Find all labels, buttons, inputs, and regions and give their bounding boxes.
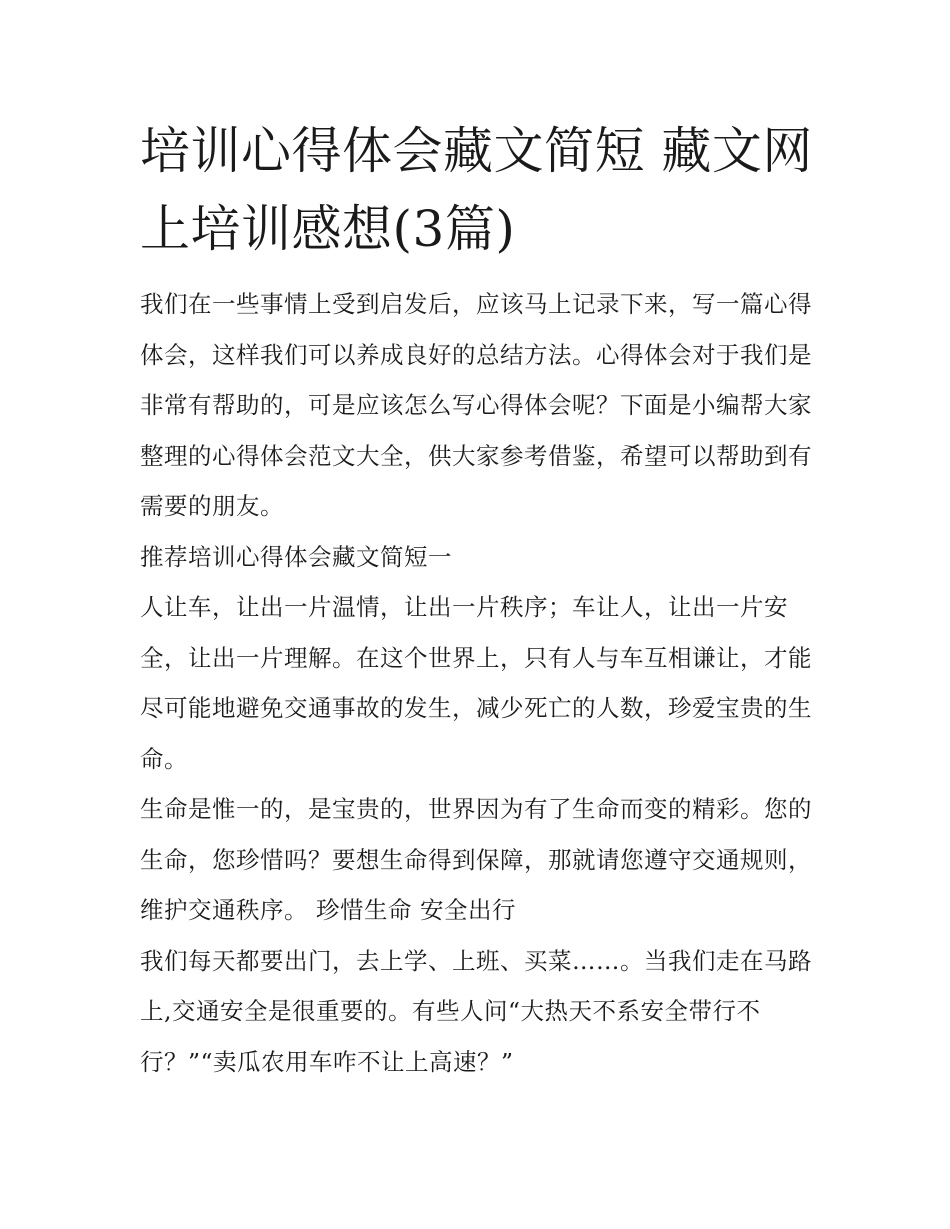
section-heading: 推荐培训心得体会藏文简短一 (140, 542, 452, 571)
intro-paragraph: 我们在一些事情上受到启发后，应该马上记录下来，写一篇心得体会，这样我们可以养成良好的总结方法。心得体会对于我们是非常有帮助的，可是应该怎么写心得体会呢？下面是小编帮大家整理的心得体会范文大全，供大家参考借鉴，希望可以帮助到有需要的朋友。 (140, 290, 812, 520)
body-paragraph: 我们每天都要出门，去上学、上班、买菜……。当我们走在马路上,交通安全是很重要的。有些人问“大热天不系安全带行不行？”“卖瓜农用车咋不让上高速？” (140, 946, 812, 1076)
body-paragraph: 生命是惟一的，是宝贵的，世界因为有了生命而变的精彩。您的生命，您珍惜吗？要想生命得到保障，那就请您遵守交通规则，维护交通秩序。 珍惜生命 安全出行 (140, 795, 812, 924)
document-title: 培训心得体会藏文简短 藏文网上培训感想(3篇) (140, 122, 813, 258)
body-paragraph: 人让车，让出一片温情，让出一片秩序；车让人，让出一片安全，让出一片理解。在这个世界上，只有人与车互相谦让，才能尽可能地避免交通事故的发生，减少死亡的人数，珍爱宝贵的生命。 (140, 593, 812, 773)
document-page (140, 112, 820, 1087)
